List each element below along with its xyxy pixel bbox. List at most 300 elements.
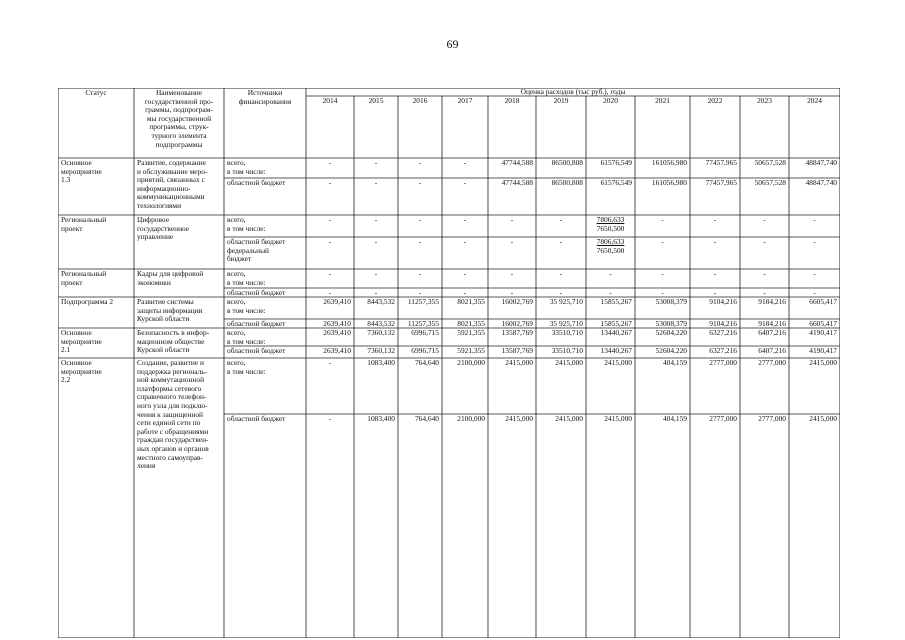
row-source-line: в том числе: <box>227 277 266 287</box>
row-status-line: Основное <box>61 358 92 367</box>
value-dash <box>442 179 488 188</box>
value-cell-underlined-line: 7806,633 <box>596 215 625 224</box>
value-dash <box>442 270 488 279</box>
header-year-2014 <box>306 97 354 106</box>
value-dash-line: - <box>418 237 422 246</box>
value-dash-line: - <box>510 288 514 297</box>
value-cell <box>739 179 786 188</box>
value-dash <box>536 238 586 247</box>
value-dash <box>690 216 740 225</box>
value-cell-line: 35 925,710 <box>549 297 583 306</box>
value-cell <box>788 159 837 168</box>
value-dash-line: - <box>813 288 816 297</box>
row-name <box>137 159 223 211</box>
value-cell-line: 15855,267 <box>600 297 632 306</box>
value-dash <box>635 216 690 225</box>
value-cell <box>353 347 395 356</box>
value-dash-line: - <box>713 215 717 224</box>
row-source-line: в том числе: <box>227 336 266 346</box>
row-name-line: работе с обращениями <box>137 426 209 436</box>
value-dash-line: - <box>713 288 717 297</box>
value-dash-line: - <box>661 269 664 278</box>
header-year-2021 <box>635 97 690 106</box>
header-estimate-line: Оценка расходов (тыс руб.), годы <box>520 87 626 96</box>
row-name-line: информационно- <box>137 183 191 193</box>
value-dash-line: - <box>661 215 664 224</box>
value-dash-line: - <box>713 269 717 278</box>
row-status <box>61 270 133 287</box>
value-cell <box>441 329 485 338</box>
row-name-line: мационном обществе <box>137 336 205 346</box>
value-cell-line: 48847,740 <box>805 178 837 187</box>
row-source-line: всего, <box>227 269 246 278</box>
value-dash <box>442 159 488 168</box>
value-cell-line: 764,640 <box>414 414 439 423</box>
header-year-2014-line: 2014 <box>322 96 338 105</box>
value-cell <box>397 329 439 338</box>
value-dash-line: - <box>463 215 467 224</box>
row-name-line: экономики <box>137 277 171 287</box>
row-source-line: областной бюджет <box>227 288 286 297</box>
row-status-line: проект <box>61 277 83 287</box>
value-cell <box>487 359 533 368</box>
value-cell-line: 2415,000 <box>505 358 533 367</box>
value-cell-line: 2639,410 <box>323 328 351 337</box>
value-cell <box>535 298 583 307</box>
value-dash-line: - <box>510 269 514 278</box>
value-cell <box>397 415 439 424</box>
row-status <box>61 298 133 307</box>
row-name-line: граждан государствен- <box>137 435 209 445</box>
value-dash <box>398 270 442 279</box>
value-cell <box>689 298 737 307</box>
row-name-line: чения к защищенной <box>137 409 203 419</box>
row-source-line: в том числе: <box>227 305 266 315</box>
value-cell-line: 6605,417 <box>809 319 837 328</box>
row-source-line: областной бюджет <box>227 178 286 187</box>
value-cell <box>689 415 737 424</box>
value-dash <box>398 216 442 225</box>
value-dash <box>306 216 354 225</box>
value-cell-line: 2639,410 <box>323 319 351 328</box>
header-year-2018-line: 2018 <box>504 96 520 105</box>
value-dash-line: - <box>763 288 766 297</box>
value-cell <box>689 347 737 356</box>
row-name-line: технологиями <box>137 200 182 210</box>
row-name-line: Курской области <box>137 314 190 324</box>
row-name-line: справочного телефон- <box>137 392 207 402</box>
row-status-line: Региональный <box>61 215 107 224</box>
value-dash-line: - <box>763 215 766 224</box>
value-dash <box>690 270 740 279</box>
value-cell <box>634 159 687 168</box>
value-cell-line: 7360,132 <box>367 346 395 355</box>
page-number: 69 <box>446 37 459 51</box>
value-dash <box>536 270 586 279</box>
value-dash-line: - <box>463 288 467 297</box>
value-cell-line: 8021,355 <box>457 297 485 306</box>
row-source <box>227 159 305 176</box>
row-status <box>61 329 133 355</box>
value-cell-line: 161056,980 <box>651 178 687 187</box>
header-year-2024-line: 2024 <box>807 96 822 105</box>
row-status <box>61 216 133 233</box>
value-dash <box>354 216 398 225</box>
row-name-line: ных органов и органов <box>137 443 209 453</box>
value-cell <box>397 347 439 356</box>
value-dash-line: - <box>328 358 332 367</box>
row-status-line: проект <box>61 223 83 233</box>
value-cell <box>788 329 837 338</box>
value-cell <box>441 347 485 356</box>
value-dash-line: - <box>510 237 514 246</box>
value-cell-line: 6327,216 <box>709 328 737 337</box>
row-source-line: областной бюджет <box>227 319 286 328</box>
value-dash-line: - <box>510 215 514 224</box>
value-dash-line: - <box>328 288 332 297</box>
row-name <box>137 329 223 355</box>
value-cell-line: 764,640 <box>414 358 439 367</box>
value-dash <box>306 359 354 368</box>
value-cell <box>585 347 632 356</box>
row-name-line: платформы сетевого <box>137 383 202 393</box>
row-name-line: Цифровое <box>137 215 169 224</box>
value-dash <box>306 270 354 279</box>
header-year-2024 <box>789 97 840 106</box>
value-cell-line: 6327,216 <box>709 346 737 355</box>
row-status-line: 2.2 <box>61 375 71 385</box>
value-cell-line: 2415,000 <box>555 414 583 423</box>
value-cell-line: 50657,528 <box>754 178 786 187</box>
value-cell <box>739 329 786 338</box>
row-status-line: мероприятие <box>61 336 102 346</box>
value-cell <box>535 179 583 188</box>
value-dash-line: - <box>463 237 467 246</box>
value-cell-line: 8443,532 <box>367 319 395 328</box>
row-name-line: сети единой сети по <box>137 418 201 428</box>
value-dash-line: - <box>813 269 816 278</box>
value-cell <box>535 359 583 368</box>
row-source-line: всего, <box>227 158 246 167</box>
value-cell-line: 161056,980 <box>651 158 687 167</box>
header-year-2017 <box>442 97 488 106</box>
row-source <box>227 298 305 315</box>
value-cell-line: 61576,549 <box>600 178 632 187</box>
value-dash-line: - <box>661 237 664 246</box>
value-cell <box>634 347 687 356</box>
value-dash <box>306 159 354 168</box>
row-name-line: ного узла для подклю- <box>137 400 208 410</box>
value-cell-line: 2100,000 <box>457 414 485 423</box>
value-cell <box>585 298 632 307</box>
value-cell <box>353 298 395 307</box>
value-cell-line: 404,159 <box>662 358 687 367</box>
row-name-line: поддержка региональ- <box>137 366 208 376</box>
value-dash <box>306 179 354 188</box>
row-name-line: Курской области <box>137 345 190 355</box>
value-cell <box>788 347 837 356</box>
value-dash-line: - <box>374 215 378 224</box>
value-cell <box>487 415 533 424</box>
value-cell-line: 6407,216 <box>758 328 786 337</box>
value-dash-line: - <box>813 237 816 246</box>
value-cell-line: 53008,379 <box>655 297 687 306</box>
header-year-2017-line: 2017 <box>457 96 473 105</box>
header-name <box>134 89 224 149</box>
value-cell <box>535 159 583 168</box>
value-cell-line: 1083,400 <box>367 414 395 423</box>
value-cell <box>689 329 737 338</box>
header-name-line: подпрограммы <box>155 139 203 149</box>
value-dash-line: - <box>328 237 332 246</box>
value-cell <box>689 159 737 168</box>
value-dash-line: - <box>374 178 378 187</box>
row-name-line: Безопасность в инфор- <box>137 328 210 337</box>
value-cell-line: 6407,216 <box>758 346 786 355</box>
value-cell <box>788 359 837 368</box>
value-cell-line: 50657,528 <box>754 158 786 167</box>
value-cell-line: 47744,588 <box>501 178 533 187</box>
value-cell-underlined <box>586 238 635 255</box>
value-cell-line: 4190,417 <box>809 346 837 355</box>
value-cell-line: 2777,000 <box>709 414 737 423</box>
row-source <box>227 238 305 264</box>
value-dash-line: - <box>463 269 467 278</box>
value-cell <box>305 298 351 307</box>
value-cell <box>487 159 533 168</box>
value-cell-line: 2639,410 <box>323 297 351 306</box>
value-dash <box>306 238 354 247</box>
value-dash <box>442 216 488 225</box>
row-status <box>61 359 133 385</box>
row-name-line: государственное <box>137 223 190 233</box>
row-source-line: областной бюджет <box>227 414 286 423</box>
value-cell-line: 86500,808 <box>551 158 583 167</box>
row-source <box>227 179 305 188</box>
row-name-line: коммуникационными <box>137 192 205 202</box>
value-dash-line: - <box>374 288 378 297</box>
header-year-2019 <box>536 97 586 106</box>
value-cell-line: 33510,710 <box>551 328 583 337</box>
header-status <box>58 89 134 98</box>
value-cell-line: 2777,000 <box>758 358 786 367</box>
value-cell <box>739 359 786 368</box>
value-dash-line: - <box>374 158 378 167</box>
header-name-line: мы государственной <box>146 113 212 123</box>
value-dash-line: - <box>609 288 612 297</box>
value-cell <box>487 298 533 307</box>
value-dash <box>740 270 789 279</box>
row-source-line: в том числе: <box>227 166 266 176</box>
value-dash-line: - <box>418 178 422 187</box>
row-name-line: управление <box>137 232 174 242</box>
value-cell-line: 13587,769 <box>501 328 533 337</box>
value-dash-line: - <box>328 269 332 278</box>
value-dash-line: - <box>763 237 766 246</box>
row-status-line: мероприятие <box>61 166 102 176</box>
header-year-2023 <box>740 97 789 106</box>
value-cell <box>487 347 533 356</box>
header-year-2020 <box>586 97 635 106</box>
value-cell-line: 15855,267 <box>600 319 632 328</box>
value-cell-line: 2415,000 <box>809 358 837 367</box>
value-cell <box>441 415 485 424</box>
value-dash <box>398 238 442 247</box>
header-year-2016 <box>398 97 442 106</box>
value-cell-line: 16002,769 <box>501 319 533 328</box>
value-cell <box>739 347 786 356</box>
row-source <box>227 347 305 356</box>
row-status-line: Региональный <box>61 269 107 278</box>
value-cell-line: 2415,000 <box>604 358 632 367</box>
value-dash <box>398 179 442 188</box>
value-cell-line: 1083,400 <box>367 358 395 367</box>
row-source <box>227 415 305 424</box>
value-cell <box>739 415 786 424</box>
value-cell-line: 5921,355 <box>457 328 485 337</box>
row-name-line: местного самоуправ- <box>137 452 204 462</box>
header-sources <box>224 89 306 106</box>
row-source-line: областной бюджет <box>227 237 286 246</box>
value-cell <box>353 329 395 338</box>
value-cell <box>689 359 737 368</box>
row-source-line: федеральный <box>227 245 269 255</box>
row-status-line: Основное <box>61 158 92 167</box>
value-cell-line: 6996,715 <box>411 328 439 337</box>
value-cell-line: 86500,808 <box>551 178 583 187</box>
header-year-2015 <box>354 97 398 106</box>
value-dash <box>789 270 840 279</box>
value-cell <box>441 359 485 368</box>
value-cell-line: 2415,000 <box>604 414 632 423</box>
row-source-line: всего, <box>227 358 246 367</box>
header-year-2023-line: 2023 <box>757 96 772 105</box>
value-dash-line: - <box>559 237 563 246</box>
value-cell <box>689 179 737 188</box>
value-cell-line: 2639,410 <box>323 346 351 355</box>
row-status-line: Основное <box>61 328 92 337</box>
value-cell-line: 53008,379 <box>655 319 687 328</box>
value-dash <box>398 159 442 168</box>
value-dash <box>442 238 488 247</box>
row-status-line: мероприятие <box>61 366 102 376</box>
value-cell-line: 9184,216 <box>758 319 786 328</box>
value-dash-line: - <box>374 269 378 278</box>
value-cell-line: 16002,769 <box>501 297 533 306</box>
value-cell-line: 2777,000 <box>758 414 786 423</box>
value-cell <box>739 298 786 307</box>
value-cell-line: 404,159 <box>662 414 687 423</box>
row-source-line: бюджет <box>227 254 252 264</box>
value-cell-line: 2415,000 <box>505 414 533 423</box>
row-source <box>227 359 305 376</box>
value-cell-line: 6605,417 <box>809 297 837 306</box>
row-name-line: Развитие системы <box>137 297 194 306</box>
row-source <box>227 270 305 287</box>
value-dash <box>306 415 354 424</box>
value-cell <box>353 415 395 424</box>
value-dash <box>635 270 690 279</box>
value-cell-line: 9104,216 <box>709 319 737 328</box>
value-dash <box>354 179 398 188</box>
value-cell-line: 2777,000 <box>709 358 737 367</box>
row-name <box>137 216 223 242</box>
value-cell <box>634 179 687 188</box>
header-status-line: Статус <box>85 88 107 97</box>
header-name-line: программы, струк- <box>149 122 209 132</box>
value-cell-line: 2415,000 <box>809 414 837 423</box>
expenditure-table <box>58 88 840 638</box>
header-name-line: турного элемента <box>151 130 207 140</box>
value-dash-line: - <box>763 269 766 278</box>
value-cell-line: 13587,769 <box>501 346 533 355</box>
row-source-line: всего, <box>227 297 246 306</box>
value-cell-line: 7360,132 <box>367 328 395 337</box>
value-cell <box>585 329 632 338</box>
value-dash-line: - <box>559 269 563 278</box>
value-dash <box>488 238 536 247</box>
value-dash-line: - <box>713 237 717 246</box>
value-cell <box>305 329 351 338</box>
header-sources-line: финансирования <box>238 96 292 106</box>
value-dash-line: - <box>418 269 422 278</box>
value-cell <box>585 415 632 424</box>
value-dash <box>354 159 398 168</box>
value-cell <box>441 298 485 307</box>
value-cell-line: 11257,355 <box>407 297 439 306</box>
row-name <box>137 298 223 324</box>
value-dash <box>488 216 536 225</box>
header-year-2021-line: 2021 <box>655 96 670 105</box>
value-dash-line: - <box>374 237 378 246</box>
header-name-line: государственной про- <box>144 96 214 106</box>
value-dash-line: - <box>609 269 612 278</box>
value-dash <box>354 270 398 279</box>
value-cell-line: 4190,417 <box>809 328 837 337</box>
value-dash <box>488 270 536 279</box>
value-cell-line: 33510,710 <box>551 346 583 355</box>
value-dash <box>354 238 398 247</box>
value-cell-line: 48847,740 <box>805 158 837 167</box>
value-cell <box>535 347 583 356</box>
row-source <box>227 216 305 233</box>
value-dash-line: - <box>418 215 422 224</box>
value-dash <box>690 238 740 247</box>
value-dash-line: - <box>559 215 563 224</box>
value-dash-line: - <box>559 288 563 297</box>
row-name-line: ной коммутационной <box>137 375 205 385</box>
value-dash <box>789 238 840 247</box>
header-year-2022 <box>690 97 740 106</box>
row-source-line: областной бюджет <box>227 346 286 355</box>
value-cell-line: 9184,216 <box>758 297 786 306</box>
value-cell <box>634 298 687 307</box>
value-cell <box>535 415 583 424</box>
value-cell-line: 11257,355 <box>407 319 439 328</box>
value-cell-line: 52604,220 <box>655 328 687 337</box>
value-cell <box>487 179 533 188</box>
header-year-2015-line: 2015 <box>368 96 384 105</box>
row-name <box>137 359 223 471</box>
value-dash-line: - <box>328 414 332 423</box>
row-name-line: и обслуживание меро- <box>137 166 208 176</box>
value-cell <box>397 359 439 368</box>
value-cell-line: 47744,588 <box>501 158 533 167</box>
row-name-line: защиты информации <box>137 305 203 315</box>
row-source-line: всего, <box>227 328 246 337</box>
value-dash <box>536 216 586 225</box>
row-status <box>61 159 133 185</box>
